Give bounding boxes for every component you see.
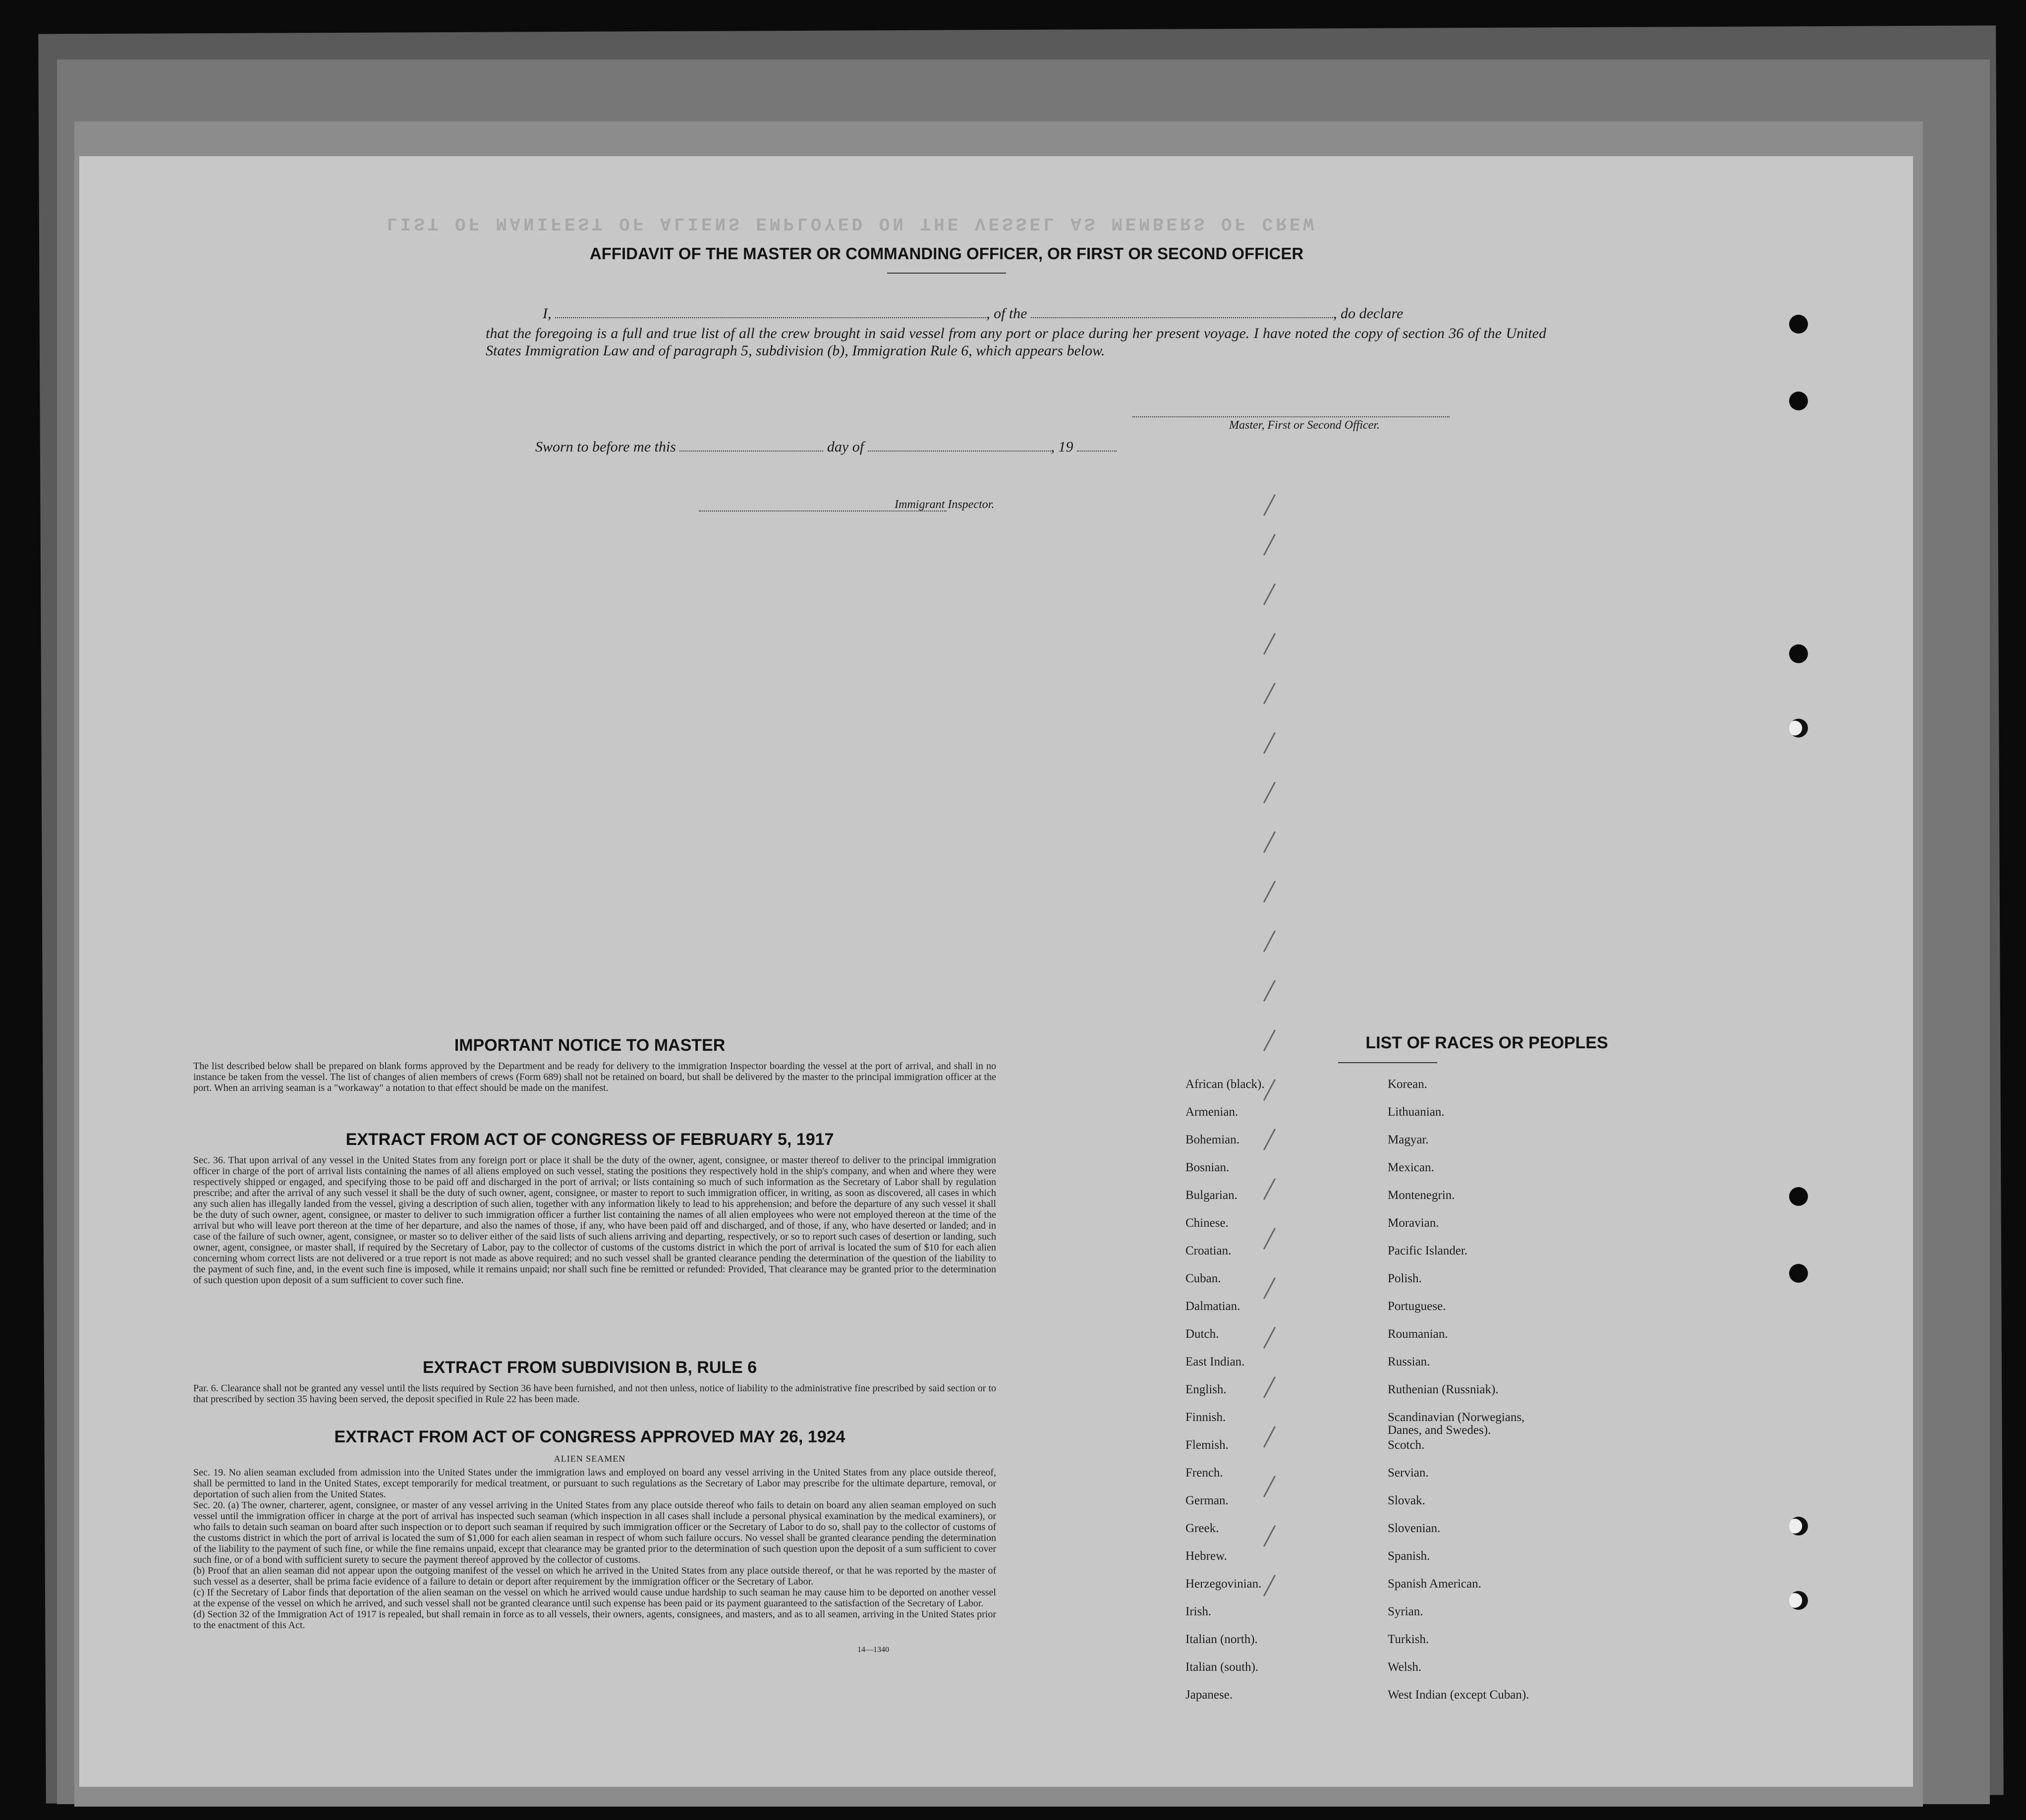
check-mark <box>1263 1525 1276 1547</box>
check-mark <box>1263 1426 1276 1448</box>
race-item: Korean. <box>1388 1078 1427 1091</box>
race-item: Spanish. <box>1388 1549 1430 1563</box>
check-mark <box>1263 732 1276 754</box>
race-item: Ruthenian (Russniak). <box>1388 1383 1499 1396</box>
race-item: Hebrew. <box>1185 1549 1227 1563</box>
races-title-rule <box>1338 1062 1437 1063</box>
bleed-through-text: LIST OF MANIFEST OF ALIENS EMPLOYED ON THE VESSEL AS MEMBERS OF CREW <box>387 213 1317 233</box>
notice-body: The list described below shall be prepared on blank forms approved by the Department and be ready for delivery to the immigration Inspector boarding the vessel at the port of arrival, and shall in no instance be taken from the vessel. The list of changes of alien members of crews (Form 689) shall not be retained on board, but shall be delivered by the master to the principal immigration officer at the port. When an arriving seaman is a "workaway" a notation to that effect should be made on the manifest. <box>193 1061 996 1093</box>
check-mark <box>1263 583 1276 605</box>
race-item: Scotch. <box>1388 1438 1425 1452</box>
race-item: Chinese. <box>1185 1216 1229 1230</box>
extract-1924-body: Sec. 19. No alien seaman excluded from admission into the United States under the immigration laws and employed on board any vessel arriving in the United States from any place outside thereof, shall be permitted to land in the United States, except temporarily for medical treatment, or pursuant to such regulations as the Secretary of Labor may prescribe for the ultimate departure, removal, or deportation of such alien from the United States. Sec. 20. (a) The owner, charterer, agent, consignee, or master of any vessel arriving in the United States from any place outside thereof who fails to detain on board any alien seaman employed on such vessel until the immigration officer in charge at the port of arrival has inspected such seaman (which inspection in all cases shall include a personal physical examination by the medical examiners), or who fails to detain such seaman on board after such inspection or to deport such seaman if required by such immigration officer or the Secretary of Labor to do so, shall pay to the collector of customs of the customs district in which the port of arrival is located the sum of $1,000 for each alien seaman in respect of whom such failure occurs. No vessel shall be granted clearance pending the determination of the liability to the payment of such fine, or while the fine remains unpaid, except that clearance may be granted prior to the determination of such question upon the deposit of a sum sufficient to cover such fine, or of a bond with sufficient surety to secure the payment thereof approved by the collector of customs. (b) Proof that an alien seaman did not appear upon the outgoing manifest of the vessel on which he arrived in the United States from any place outside thereof, or that he was reported by the master of such vessel as a deserter, shall be prima facie evidence of a failure to detain or deport after requirement by the immigration officer or the Secretary of Labor. (c) If the Secretary of Labor finds that deportation of the alien seaman on the vessel on which he arrived would cause undue hardship to such seaman he may cause him to be deported on another vessel at the expense of the vessel on which he arrived, and such vessel shall not be granted clearance until such expense has been paid or its payment guaranteed to the satisfaction of the Secretary of Labor. (d) Section 32 of the Immigration Act of 1917 is repealed, but shall remain in force as to all vessels, their owners, agents, consignees, and masters, and as to all seamen, arriving in the United States prior to the enactment of this Act. <box>193 1467 996 1631</box>
check-mark <box>1263 1079 1276 1101</box>
extract-rule6-title: EXTRACT FROM SUBDIVISION B, RULE 6 <box>422 1358 757 1377</box>
race-item: Pacific Islander. <box>1388 1244 1468 1257</box>
check-mark <box>1263 633 1276 655</box>
check-mark <box>1263 831 1276 853</box>
binder-hole <box>1789 1591 1808 1610</box>
race-item: Slovenian. <box>1388 1522 1441 1535</box>
day-of-text: day of <box>827 439 864 455</box>
extract-1917-title: EXTRACT FROM ACT OF CONGRESS OF FEBRUARY 5, 1917 <box>345 1130 834 1149</box>
race-item: Greek. <box>1185 1522 1219 1535</box>
race-item: Montenegrin. <box>1388 1189 1455 1202</box>
sworn-day-blank[interactable] <box>679 440 823 452</box>
notice-title: IMPORTANT NOTICE TO MASTER <box>454 1036 726 1055</box>
race-item: Russian. <box>1388 1355 1430 1368</box>
vessel-name-blank[interactable] <box>1031 306 1333 318</box>
race-item: Spanish American. <box>1388 1577 1481 1591</box>
binder-hole <box>1789 392 1808 410</box>
of-the-text: , of the <box>986 305 1027 322</box>
race-item: German. <box>1185 1494 1229 1507</box>
check-mark <box>1263 1575 1276 1596</box>
race-item: Flemish. <box>1185 1438 1229 1452</box>
extract-1924-title: EXTRACT FROM ACT OF CONGRESS APPROVED MAY 26, 1924 <box>334 1427 845 1446</box>
sworn-prefix: Sworn to before me this <box>535 439 676 455</box>
binder-hole <box>1789 315 1808 334</box>
check-mark <box>1263 1376 1276 1398</box>
master-signature-caption: Master, First or Second Officer. <box>1229 419 1380 432</box>
check-mark <box>1263 682 1276 704</box>
do-declare-text: , do declare <box>1333 305 1404 322</box>
check-mark <box>1263 1178 1276 1200</box>
race-item: Lithuanian. <box>1388 1105 1445 1119</box>
race-item: Italian (north). <box>1185 1633 1258 1646</box>
race-item: Finnish. <box>1185 1411 1226 1424</box>
races-title: LIST OF RACES OR PEOPLES <box>1365 1033 1608 1052</box>
year-prefix: , 19 <box>1051 439 1073 455</box>
race-item: Syrian. <box>1388 1605 1423 1618</box>
race-item: Bosnian. <box>1185 1161 1230 1174</box>
inspector-caption: Immigrant Inspector. <box>895 498 995 511</box>
race-item: Japanese. <box>1185 1688 1233 1702</box>
check-mark <box>1263 881 1276 903</box>
race-item: Turkish. <box>1388 1633 1429 1646</box>
check-mark <box>1263 1476 1276 1497</box>
check-mark <box>1263 930 1276 952</box>
check-mark <box>1263 1228 1276 1250</box>
race-item: Italian (south). <box>1185 1660 1259 1674</box>
race-item: Dutch. <box>1185 1327 1219 1341</box>
title-rule <box>887 273 1006 274</box>
race-item: Polish. <box>1388 1272 1422 1285</box>
form-number: 14—1340 <box>857 1646 889 1654</box>
affidavit-declaration-line <box>488 305 1549 323</box>
race-item: Armenian. <box>1185 1105 1238 1119</box>
extract-rule6-body: Par. 6. Clearance shall not be granted any vessel until the lists required by Section 36 have been furnished, and not then unless, notice of liability to the administrative fine prescribed by said section or to that prescribed by section 35 having been served, the deposit specified in Rule 22 has been made. <box>193 1383 996 1405</box>
race-item: Irish. <box>1185 1605 1212 1618</box>
race-item: Cuban. <box>1185 1272 1221 1285</box>
declare-i: I, <box>543 305 552 322</box>
race-item: Herzegovinian. <box>1185 1577 1262 1591</box>
affidavit-body: that the foregoing is a full and true list of all the crew brought in said vessel from any port or place during her present voyage. I have noted the copy of section 36 of the United States Immigration Law and of paragraph 5, subdivision (b), Immigration Rule 6, which appears below. <box>486 325 1546 359</box>
race-item: Welsh. <box>1388 1660 1422 1674</box>
affidavit-title: AFFIDAVIT OF THE MASTER OR COMMANDING OFFICER, OR FIRST OR SECOND OFFICER <box>589 244 1304 263</box>
race-item: Croatian. <box>1185 1244 1232 1257</box>
race-item: Mexican. <box>1388 1161 1434 1174</box>
sworn-line <box>535 439 1117 455</box>
binder-hole <box>1789 1187 1808 1206</box>
form-page <box>79 156 1913 1787</box>
race-item: Portuguese. <box>1388 1300 1446 1313</box>
check-mark <box>1263 1327 1276 1349</box>
master-signature-blank[interactable] <box>1132 416 1450 417</box>
check-mark <box>1263 1129 1276 1150</box>
binder-hole <box>1789 1517 1808 1536</box>
race-item: English. <box>1185 1383 1227 1396</box>
race-item: West Indian (except Cuban). <box>1388 1688 1529 1702</box>
check-mark <box>1263 534 1276 556</box>
race-item: Scandinavian (Norwegians, Danes, and Swedes). <box>1388 1411 1525 1437</box>
race-item: French. <box>1185 1466 1223 1479</box>
sworn-year-blank[interactable] <box>1077 440 1117 452</box>
binder-hole <box>1789 1264 1808 1283</box>
extract-1924-subtitle: ALIEN SEAMEN <box>554 1454 626 1464</box>
race-item: East Indian. <box>1185 1355 1245 1368</box>
check-mark <box>1263 980 1276 1002</box>
check-mark <box>1263 494 1276 516</box>
race-item: Bohemian. <box>1185 1133 1240 1146</box>
check-mark <box>1263 1277 1276 1299</box>
declarant-name-blank[interactable] <box>555 306 986 318</box>
check-mark <box>1263 782 1276 803</box>
race-item: Dalmatian. <box>1185 1300 1240 1313</box>
race-item: Magyar. <box>1388 1133 1429 1146</box>
race-item: Bulgarian. <box>1185 1189 1238 1202</box>
race-item: Roumanian. <box>1388 1327 1448 1341</box>
extract-1917-body: Sec. 36. That upon arrival of any vessel in the United States from any foreign port or place it shall be the duty of the owner, agent, consignee, or master thereof to deliver to the principal immigration officer in charge of the port of arrival lists containing the names of all aliens employed on such vessel, stating the positions they respectively hold in the ship's company, and when and where they were respectively shipped or engaged, and specifying those to be paid off and discharged in the port of arrival; or lists containing so much of such information as the Secretary of Labor shall by regulation prescribe; and after the arrival of any such vessel it shall be the duty of such owner, agent, consignee, or master to report to such immigration officer, in writing, as soon as discovered, all cases in which any such alien has illegally landed from the vessel, giving a description of such alien, together with any information likely to lead to his apprehension; and before the departure of any such vessel it shall be the duty of such owner, agent, consignee, or master to deliver to such immigration officer a further list containing the names of all alien employees who were not employed thereon at the time of the arrival but who will leave port thereon at the time of her departure, and also the names of those, if any, who have been paid off and discharged, and of those, if any, who have deserted or landed; and in case of the failure of such owner, agent, consignee, or master so to deliver either of the said lists of such aliens arriving and departing, respectively, or so to report such cases of desertion or landing, such owner, agent, consignee, or master shall, if required by the Secretary of Labor, pay to the collector of customs of the customs district in which the port of arrival is located the sum of $10 for each alien concerning whom correct lists are not delivered or a true report is not made as above required; and no such vessel shall be granted clearance pending the determination of the question of the liability to the payment of such fine, and, in the event such fine is imposed, while it remains unpaid; nor shall such fine be remitted or refunded: Provided, That clearance may be granted prior to the determination of such question upon deposit of a sum sufficient to cover such fine. <box>193 1155 996 1286</box>
race-item: African (black). <box>1185 1078 1265 1091</box>
binder-hole <box>1789 719 1808 738</box>
race-item: Slovak. <box>1388 1494 1425 1507</box>
race-item: Moravian. <box>1388 1216 1439 1230</box>
sworn-month-blank[interactable] <box>868 440 1051 452</box>
binder-hole <box>1789 644 1808 663</box>
race-item: Servian. <box>1388 1466 1429 1479</box>
